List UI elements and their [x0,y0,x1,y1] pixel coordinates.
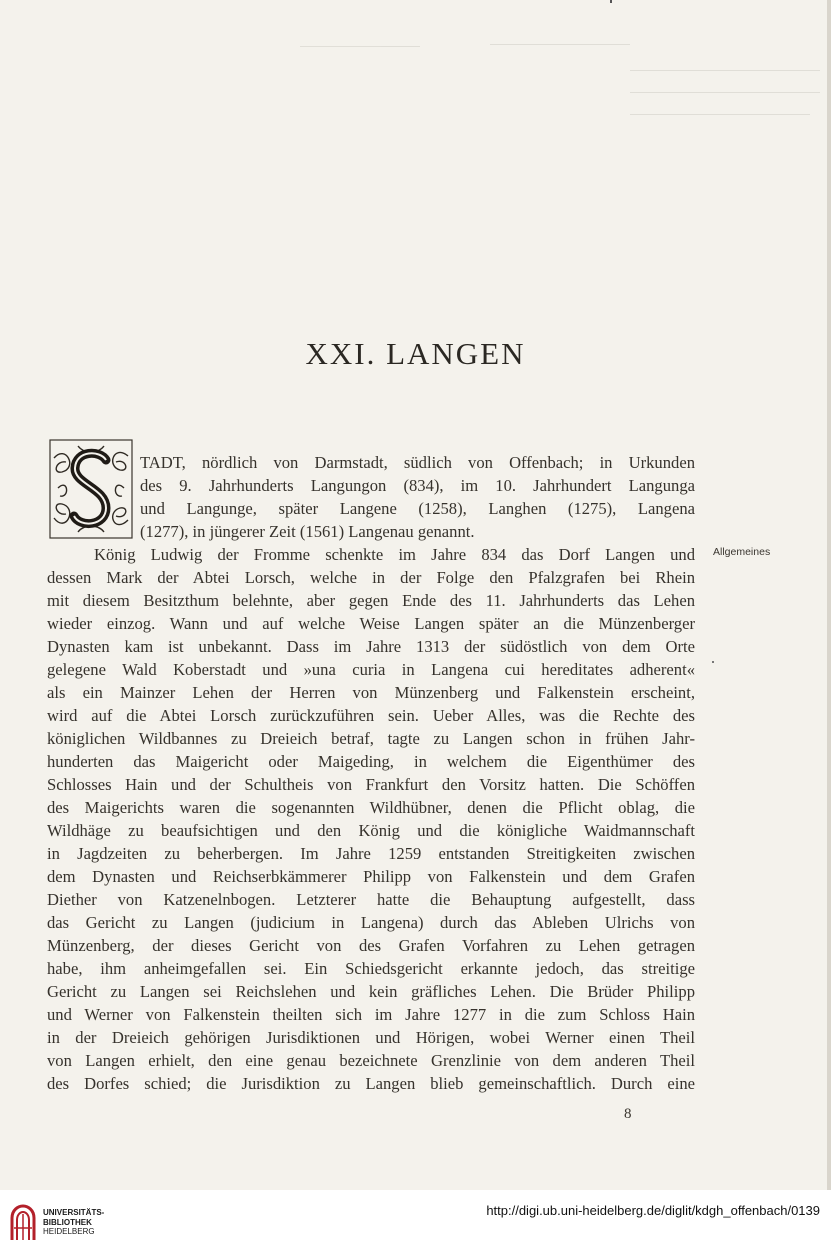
text-line: und Werner von Falkenstein theilten sich im Jahre 1277 in die zum Schloss Hain [47,1005,695,1024]
margin-note: Allgemeines [713,546,771,558]
text-line: habe, ihm anheimgefallen sei. Ein Schiedsgericht erkannte jedoch, das streitige [47,959,695,978]
permalink-url[interactable]: http://digi.ub.uni-heidelberg.de/diglit/kdgh_offenbach/0139 [486,1203,820,1218]
text-line: in Jagdzeiten zu beherbergen. Im Jahre 1259 entstanden Streitigkeiten zwischen [47,844,695,863]
text-line: Münzenberg, der dieses Gericht von des Grafen Vorfahren zu Lehen getragen [47,936,695,955]
library-name-line: BIBLIOTHEK [43,1217,92,1227]
text-line: des Maigerichts waren die sogenannten Wildhübner, denen die Pflicht oblag, die [47,798,695,817]
text-line: hunderten das Maigericht oder Maigeding, in welchem die Eigenthümer des [47,752,695,771]
library-name-line: HEIDELBERG [43,1227,95,1236]
text-line: Gericht zu Langen sei Reichslehen und kein gräfliches Lehen. Die Brüder Philipp [47,982,695,1001]
text-line: und Langunge, später Langene (1258), Langhen (1275), Langena [140,499,695,518]
text-line: des 9. Jahrhunderts Langungon (834), im 10. Jahrhundert Langunga [140,476,695,495]
text-line: Wildhäge zu beaufsichtigen und den König und die königliche Waidmannschaft [47,821,695,840]
text-line: in der Dreieich gehörigen Jurisdiktionen und Hörigen, wobei Werner einen Theil [47,1028,695,1047]
text-line: das Gericht zu Langen (judicium in Langena) durch das Ableben Ulrichs von [47,913,695,932]
text-line: wieder einzog. Wann und auf welche Weise Langen später an die Münzenberger [47,614,695,633]
page-edge [827,0,831,1190]
text-line: mit diesem Besitzthum belehnte, aber gegen Ende des 11. Jahrhunderts das Lehen [47,591,695,610]
text-line: gelegene Wald Koberstadt und »una curia in Langena cui hereditates adherent« [47,660,695,679]
page-number: 8 [624,1106,632,1122]
text-line: dessen Mark der Abtei Lorsch, welche in der Folge den Pfalzgrafen bei Rhein [47,568,695,587]
text-line: Diether von Katzenelnbogen. Letzterer hatte die Behauptung aufgestellt, dass [47,890,695,909]
show-through-text [300,40,830,120]
text-line: Schlosses Hain und der Schultheis von Frankfurt den Vorsitz hatten. Die Schöffen [47,775,695,794]
university-library-logo-icon [10,1204,36,1242]
text-line: (1277), in jüngerer Zeit (1561) Langenau genannt. [140,522,475,541]
scan-speck [712,661,714,663]
text-line: von Langen erhielt, den eine genau bezeichnete Grenzlinie von dem anderen Theil [47,1051,695,1070]
text-line: wird auf die Abtei Lorsch zurückzuführen sein. Ueber Alles, was die Rechte des [47,706,695,725]
text-line: als ein Mainzer Lehen der Herren von Münzenberg und Falkenstein erscheint, [47,683,695,702]
text-line: Dynasten kam ist unbekannt. Dass im Jahre 1313 der südöstlich von dem Orte [47,637,695,656]
text-line: königlichen Wildbannes zu Dreieich betraf, tagte zu Langen schon in frühen Jahr- [47,729,695,748]
chapter-heading: XXI. LANGEN [305,336,526,371]
footer-bar [0,1190,831,1253]
scan-speck [610,0,612,3]
library-name-line: UNIVERSITÄTS- [43,1208,105,1217]
text-line: dem Dynasten und Reichserbkämmerer Philipp von Falkenstein und dem Grafen [47,867,695,886]
text-line: König Ludwig der Fromme schenkte im Jahre 834 das Dorf Langen und [94,545,695,564]
library-name [43,1208,104,1237]
text-line: des Dorfes schied; die Jurisdiktion zu Langen blieb gemeinschaftlich. Durch eine [47,1074,695,1093]
text-line: TADT, nördlich von Darmstadt, südlich von Offenbach; in Urkunden [140,453,695,472]
